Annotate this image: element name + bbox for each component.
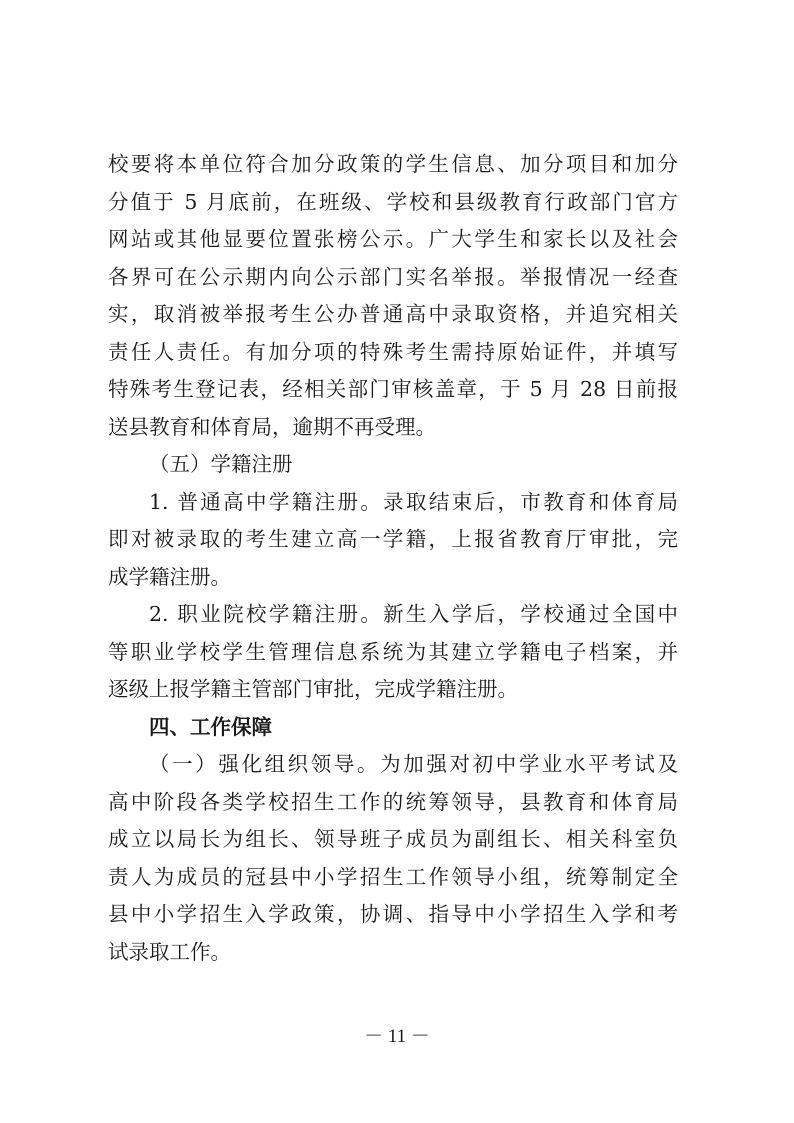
paragraph-line: 高中阶段各类学校招生工作的统筹领导，县教育和体育局 <box>108 789 678 814</box>
section-subheading: （五）学籍注册 <box>149 452 293 476</box>
paragraph-line: 等职业学校学生管理信息系统为其建立学籍电子档案，并 <box>108 639 678 664</box>
paragraph-line: 各界可在公示期内向公示部门实名举报。举报情况一经查 <box>108 264 678 289</box>
paragraph-line: 逐级上报学籍主管部门审批，完成学籍注册。 <box>108 677 518 701</box>
page-number: － 11 － <box>364 1026 430 1047</box>
paragraph-line: 1. 普通高中学籍注册。录取结束后，市教育和体育局 <box>149 489 678 514</box>
paragraph-line: 网站或其他显要位置张榜公示。广大学生和家长以及社会 <box>108 227 678 251</box>
paragraph-line: （一）强化组织领导。为加强对初中学业水平考试及 <box>149 752 678 776</box>
paragraph-line: 实，取消被举报考生公办普通高中录取资格，并追究相关 <box>108 302 678 326</box>
section-heading: 四、工作保障 <box>149 714 272 739</box>
paragraph-line: 县中小学招生入学政策，协调、指导中小学招生入学和考 <box>108 902 678 926</box>
paragraph-line: 分值于 5 月底前，在班级、学校和县级教育行政部门官方 <box>108 189 678 214</box>
paragraph-line: 特殊考生登记表，经相关部门审核盖章，于 5 月 28 日前报 <box>108 377 678 401</box>
paragraph-line: 责人为成员的冠县中小学招生工作领导小组，统筹制定全 <box>108 864 678 889</box>
paragraph-line: 责任人责任。有加分项的特殊考生需持原始证件，并填写 <box>108 339 678 364</box>
paragraph-line: 成学籍注册。 <box>108 564 231 589</box>
body-text <box>108 146 678 971</box>
paragraph-line: 2. 职业院校学籍注册。新生入学后，学校通过全国中 <box>149 602 678 626</box>
paragraph-line: 校要将本单位符合加分政策的学生信息、加分项目和加分 <box>108 152 678 176</box>
paragraph-line: 送县教育和体育局，逾期不再受理。 <box>108 414 436 439</box>
paragraph-line: 即对被录取的考生建立高一学籍，上报省教育厅审批，完 <box>108 527 678 551</box>
paragraph-line: 试录取工作。 <box>108 939 231 964</box>
paragraph-line: 成立以局长为组长、领导班子成员为副组长、相关科室负 <box>108 827 678 851</box>
